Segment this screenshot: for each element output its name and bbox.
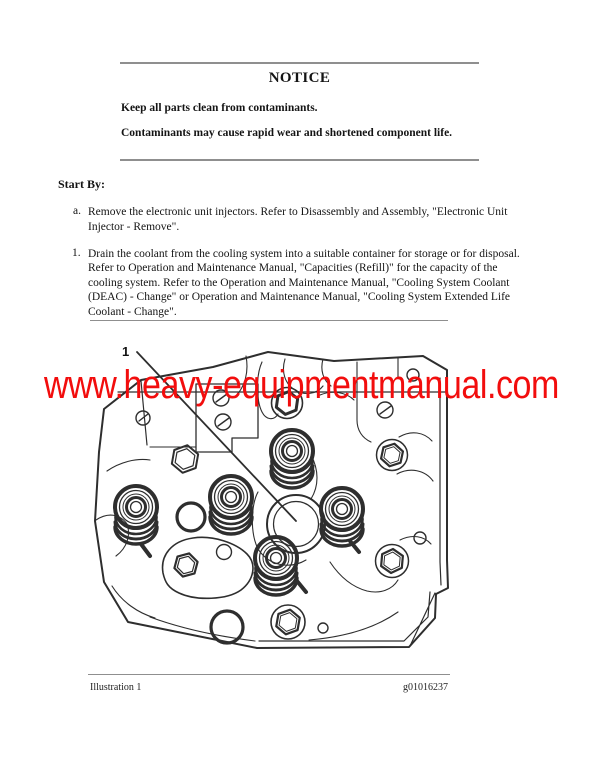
hex-plug (275, 608, 301, 636)
valve-spring-assembly (271, 430, 313, 488)
watermark-text: www.heavy-equipmentmanual.com (44, 363, 559, 407)
valve-spring-assembly (321, 488, 363, 546)
notice-line-2: Contaminants may cause rapid wear and shortened component life. (121, 127, 453, 139)
port-ring (211, 611, 243, 643)
dowel-hole (217, 545, 232, 560)
illustration-caption: Illustration 1 (90, 682, 142, 693)
port-ring (177, 503, 205, 531)
hex-plug (171, 443, 200, 475)
valve-stems (141, 541, 359, 592)
valve-spring-assembly (210, 476, 252, 534)
hex-plug-inner (383, 551, 400, 570)
notice-line-1: Keep all parts clean from contaminants. (121, 102, 318, 114)
text-line: Drain the coolant from the cooling system into a suitable container for storage or for disposal. (88, 248, 520, 260)
start-by-heading: Start By: (58, 177, 105, 191)
notice-title: NOTICE (268, 70, 331, 86)
text-line: Refer to Operation and Maintenance Manual, "Capacities (Refill)" for the capacity of the (88, 262, 498, 275)
injector-bore-inner (274, 502, 319, 547)
list-marker-a: a. (73, 205, 81, 217)
text-line: cooling system. Refer to the Operation and Maintenance Manual, "Cooling System Coolant (88, 276, 510, 289)
injector-bore (267, 495, 325, 553)
hex-bolt (173, 551, 199, 580)
text-line: Injector - Remove". (88, 221, 180, 233)
figure-id: g01016237 (403, 682, 448, 693)
text-line: (DEAC) - Change" or Operation and Maintenance Manual, "Cooling System Extended Life (88, 291, 511, 304)
callout-label: 1 (122, 344, 130, 359)
text-line: Coolant - Change". (88, 305, 177, 318)
text-line: Remove the electronic unit injectors. Refer to Disassembly and Assembly, "Electronic Unit (88, 206, 508, 218)
rocker-pedestal (163, 537, 253, 598)
valve-spring-assembly (115, 486, 157, 544)
hex-plug (380, 442, 404, 469)
list-marker-1: 1. (72, 247, 81, 259)
